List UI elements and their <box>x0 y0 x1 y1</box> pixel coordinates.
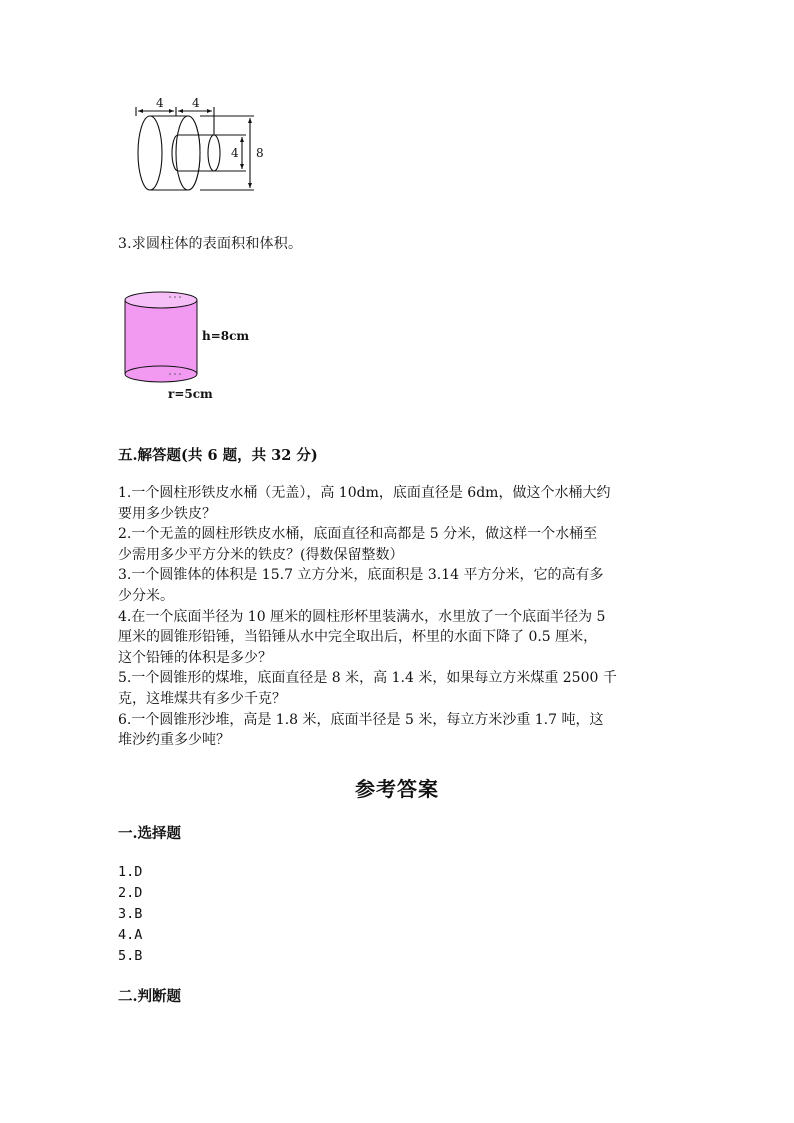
problem-line: 2.一个无盖的圆柱形铁皮水桶，底面直径和高都是 5 分米，做这样一个水桶至 <box>118 526 598 543</box>
stepped-cylinder-figure <box>118 92 278 200</box>
problem-line: 1.一个圆柱形铁皮水桶（无盖），高 10dm，底面直径是 6dm，做这个水桶大约 <box>118 485 611 501</box>
choice-answer-list <box>118 862 142 967</box>
judgement-section-heading: 二.判断题 <box>118 988 182 1005</box>
answer-item: 3.B <box>118 906 143 922</box>
problem-line: 5.一个圆锥形的煤堆，底面直径是 8 米，高 1.4 米，如果每立方米煤重 2500 千 <box>118 670 617 687</box>
problem-line: 少分米。 <box>118 587 174 604</box>
question-3-label: 3.求圆柱体的表面积和体积。 <box>118 236 303 252</box>
problem-line: 厘米的圆锥形铅锤，当铅锤从水中完全取出后，杯里的水面下降了 0.5 厘米， <box>118 629 598 646</box>
choice-section-heading: 一.选择题 <box>118 825 182 842</box>
problem-line: 3.一个圆锥体的体积是 15.7 立方分米，底面积是 3.14 平方分米，它的高有多 <box>118 567 604 584</box>
answer-item: 1.D <box>118 864 143 880</box>
dim-inner-height-label: 4 <box>231 146 239 160</box>
radius-label: r=5cm <box>168 387 213 401</box>
problem-line: 克，这堆煤共有多少千克？ <box>118 690 286 707</box>
problem-line: 要用多少铁皮？ <box>118 505 216 522</box>
cylinder-figure <box>118 288 258 403</box>
dim-outer-height-label: 8 <box>256 146 264 160</box>
problem-line: 少需用多少平方分米的铁皮？(得数保留整数） <box>118 546 404 563</box>
dim-mid-label: 4 <box>192 96 200 110</box>
answer-key-title: 参考答案 <box>355 777 439 801</box>
problem-line: 6.一个圆锥形沙堆，高是 1.8 米，底面半径是 5 米，每立方米沙重 1.7 吨，这 <box>118 711 604 728</box>
answer-item: 5.B <box>118 948 143 964</box>
problem-line: 堆沙约重多少吨？ <box>118 732 230 749</box>
dim-left-label: 4 <box>156 96 164 110</box>
problem-list <box>118 483 678 751</box>
problem-line: 这个铅锤的体积是多少？ <box>118 649 272 666</box>
answer-item: 2.D <box>118 885 143 901</box>
section-5-heading: 五.解答题(共 6 题，共 32 分) <box>118 447 318 464</box>
height-label: h=8cm <box>202 329 250 343</box>
problem-line: 4.在一个底面半径为 10 厘米的圆柱形杯里装满水，水里放了一个底面半径为 5 <box>118 608 606 625</box>
answer-item: 4.A <box>118 927 143 943</box>
